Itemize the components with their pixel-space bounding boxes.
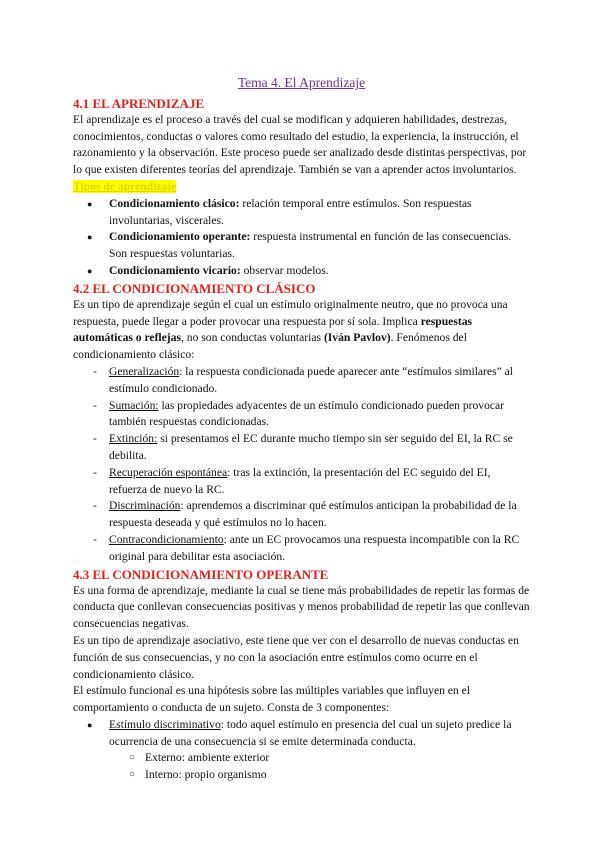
paragraph-operante-3: El estímulo funcional es una hipótesis sobre las múltiples variables que influyen en el comportamiento o conducta de un sujeto. Consta de 3 componentes:	[73, 684, 470, 715]
section-heading-operante: 4.3 EL CONDICIONAMIENTO OPERANTE	[73, 566, 329, 582]
section-heading-aprendizaje: 4.1 EL APRENDIZAJE	[73, 95, 205, 111]
document-title: Tema 4. El Aprendizaje	[237, 75, 366, 90]
list-item: ○ Externo: ambiente exterior	[73, 750, 530, 767]
item-text: : ante un EC provocamos una respuesta incompatible con la RC original para debilitar esta asociación.	[109, 532, 520, 563]
list-item	[73, 364, 530, 398]
list-item	[73, 431, 530, 465]
paragraph-operante-2: Es un tipo de aprendizaje asociativo, este tiene que ver con el desarrollo de nuevas conductas en función de sus consecuencias, y no con la asociación entre estímulos como ocurre en el condicionamiento clásico.	[73, 633, 519, 681]
subcomponentes-list	[73, 750, 530, 784]
paragraph-operante-1: Es una forma de aprendizaje, mediante la cual se tiene más probabilidades de repetir las formas de conducta que conllevan consecuencias positivas y menos probabilidad de repetir las que conllevan consecuencias negativas.	[73, 583, 530, 631]
item-text: : la respuesta condicionada puede aparecer ante “estímulos similares” al estímulo condicionado.	[109, 364, 513, 395]
item-term: Sumación:	[109, 398, 159, 412]
item-term: Condicionamiento clásico:	[109, 196, 240, 210]
list-item	[73, 196, 530, 230]
item-text: observar modelos.	[240, 263, 329, 277]
item-term: Generalización	[109, 364, 180, 378]
item-text: : tras la extinción, la presentación del EC seguido del EI, refuerza de nuevo la RC.	[109, 465, 491, 496]
list-item	[73, 717, 530, 751]
document-page	[73, 75, 530, 784]
item-text: : todo aquel estímulo en presencia del cual un sujeto predice la ocurrencia de una consecuencia si se emite determinada conducta.	[109, 717, 512, 748]
list-item	[73, 398, 530, 432]
list-item: ○ Interno: propio organismo	[73, 767, 530, 784]
item-term: Contracondicionamiento	[109, 532, 224, 546]
item-text: si presentamos el EC durante mucho tiempo sin ser seguido del EI, la RC se debilita.	[109, 432, 513, 462]
item-text: respuesta instrumental en función de las consecuencias. Son respuestas voluntarias.	[109, 230, 512, 261]
text-run: . Fenómenos del condicionamiento clásico:	[73, 331, 467, 362]
list-item	[73, 498, 530, 532]
section-heading-clasico: 4.2 EL CONDICIONAMIENTO CLÁSICO	[73, 280, 316, 296]
item-term: Discriminación	[109, 499, 181, 513]
bold-run: (Iván Pavlov)	[323, 331, 391, 345]
paragraph-clasico	[73, 297, 530, 364]
list-item	[73, 532, 530, 566]
item-term: Estímulo discriminativo	[109, 717, 221, 731]
list-item	[73, 465, 530, 499]
item-term: Condicionamiento operante:	[109, 230, 251, 244]
item-text: las propiedades adyacentes de un estímulo condicionado pueden provocar también respuestas condicionadas.	[109, 398, 505, 429]
paragraph-aprendizaje: El aprendizaje es el proceso a través del cual se modifican y adquieren habilidades, destrezas, conocimientos, conductas o valores como resultado del estudio, la experiencia, la instrucción, el razonamiento y la observación. Este proceso puede ser analizado desde distintas perspectivas, por lo que existen diferentes teorías del aprendizaje. También se van a aprender actos involuntarios.	[73, 112, 527, 177]
componentes-list	[73, 717, 530, 751]
list-item	[73, 263, 530, 280]
item-text: relación temporal entre estímulos. Son respuestas involuntarias, viscerales.	[109, 196, 472, 227]
list-item	[73, 229, 530, 263]
tipos-list	[73, 196, 530, 280]
text-run: , no son conductas voluntarias	[180, 331, 324, 345]
item-term: Condicionamiento vicario:	[109, 263, 241, 277]
item-term: Extinción:	[109, 432, 158, 446]
item-term: Recuperación espontánea	[109, 465, 228, 479]
subheading-tipos: Tipos de aprendizaje	[73, 179, 177, 193]
bold-run: respuestas automáticas o reflejas	[73, 314, 473, 345]
item-text: : aprendemos a discriminar qué estímulos anticipan la probabilidad de la respuesta deseada y qué estímulos no lo hacen.	[109, 499, 517, 530]
fenomenos-list	[73, 364, 530, 566]
text-run: Es un tipo de aprendizaje según el cual un estímulo originalmente neutro, que no provoca una respuesta, puede llegar a poder provocar una respuesta por sí sola. Implica	[73, 297, 508, 328]
